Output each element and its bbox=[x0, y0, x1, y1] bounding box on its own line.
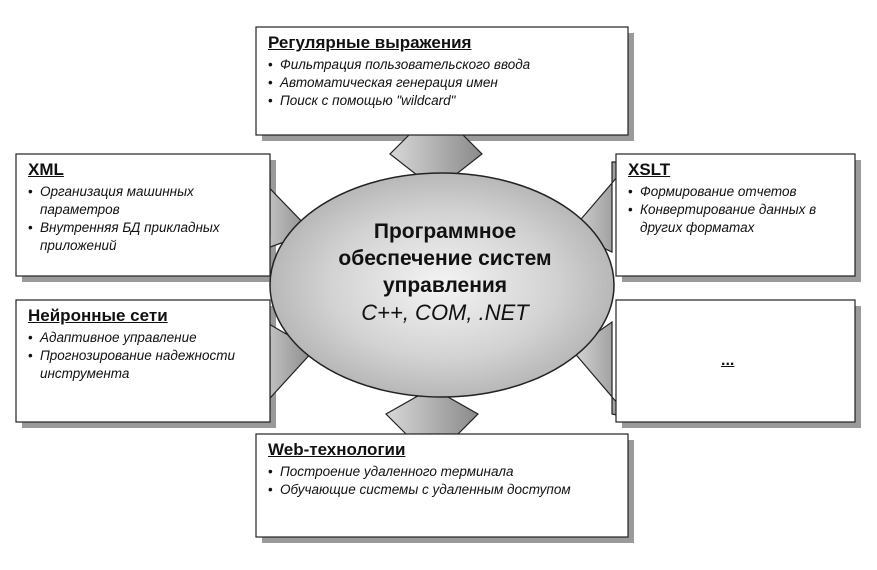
web-item: • Обучающие системы с удаленным доступом bbox=[268, 481, 618, 499]
neural-item: • Прогнозирование надежности инструмента bbox=[28, 347, 260, 383]
regex-item: • Автоматическая генерация имен bbox=[268, 74, 618, 92]
center-title-line: управления bbox=[382, 274, 508, 297]
center-title-line: обеспечение систем bbox=[338, 247, 552, 270]
web-title: Web-технологии bbox=[268, 440, 406, 459]
neural-title: Нейронные сети bbox=[28, 306, 168, 325]
box-xml bbox=[16, 154, 270, 259]
center-title-line: Программное bbox=[373, 220, 517, 243]
xslt-title: XSLT bbox=[628, 160, 671, 179]
web-item: • Построение удаленного терминала bbox=[268, 463, 618, 481]
xslt-item: • Конвертирование данных в других форматах bbox=[628, 201, 845, 237]
box-other-label: ... bbox=[721, 352, 735, 369]
xml-title: XML bbox=[28, 160, 64, 179]
xml-item: • Внутренняя БД прикладных приложений bbox=[28, 219, 260, 255]
box-neural bbox=[16, 300, 270, 387]
center-subtitle: C++, COM, .NET bbox=[361, 300, 529, 325]
xml-item: • Организация машинных параметров bbox=[28, 183, 260, 219]
center-text bbox=[300, 218, 590, 327]
box-xslt bbox=[616, 154, 855, 241]
regex-item: • Поиск с помощью "wildcard" bbox=[268, 92, 618, 110]
regex-title: Регулярные выражения bbox=[268, 33, 472, 52]
box-regex bbox=[256, 27, 628, 114]
box-web bbox=[256, 434, 628, 503]
xslt-item: • Формирование отчетов bbox=[628, 183, 845, 201]
neural-item: • Адаптивное управление bbox=[28, 329, 260, 347]
regex-item: • Фильтрация пользовательского ввода bbox=[268, 56, 618, 74]
